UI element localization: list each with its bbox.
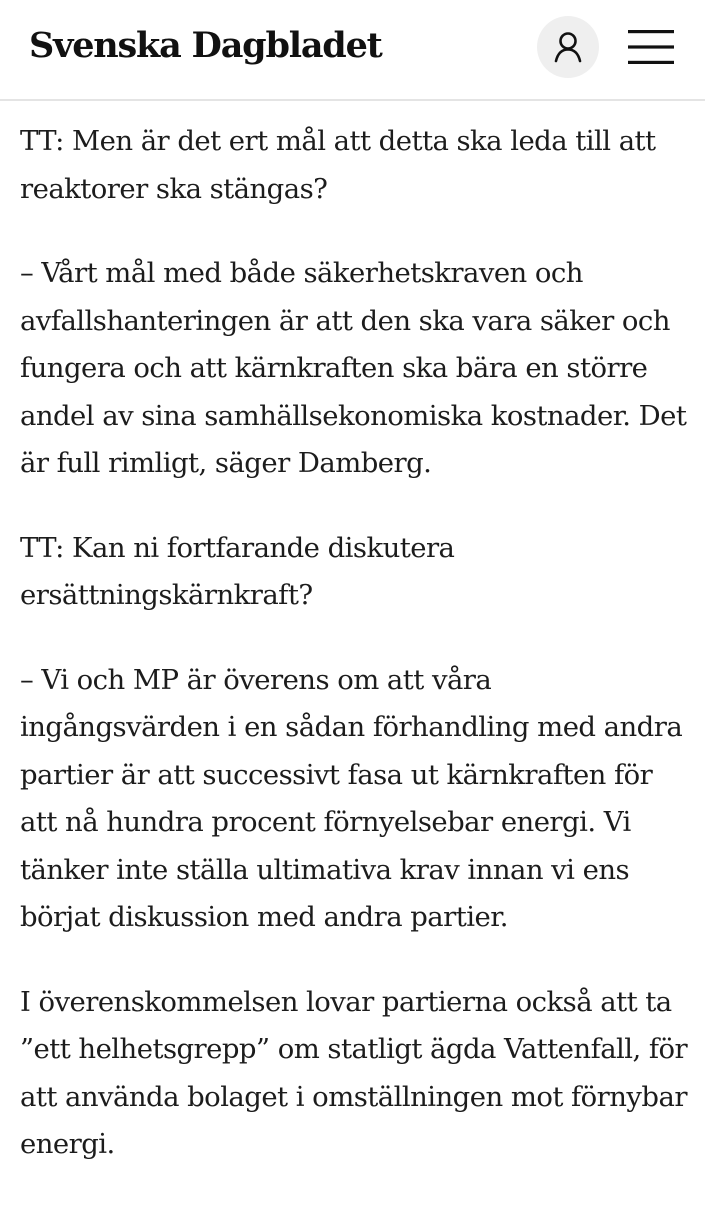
article-paragraph: – Vårt mål med både säkerhetskraven och avfallshanteringen är att den ska vara säker och fungera och att kärnkraften ska bära en större andel av sina samhällsekonomiska kostnader. Det är full rimligt, säger Damberg. [20,257,687,479]
article-paragraph: I överenskommelsen lovar partierna också att ta ”ett helhetsgrepp” om statligt ägda Vattenfall, för att använda bolaget i omställningen mot förnybar energi. [20,985,688,1160]
article-paragraph: TT: Kan ni fortfarande diskutera ersättningskärnkraft? [20,531,455,611]
account-button[interactable] [537,16,599,78]
user-icon [553,31,583,63]
article-paragraph: – Vi och MP är överens om att våra ingångsvärden i en sådan förhandling med andra partier är att successivt fasa ut kärnkraften för att nå hundra procent förnyelsebar energi. Vi tänker inte ställa ultimativa krav innan vi ens börjat diskussion med andra partier. [20,663,683,933]
article-paragraph: TT: Men är det ert mål att detta ska leda till att reaktorer ska stängas? [20,125,656,205]
hamburger-menu-icon [626,27,676,67]
site-logo[interactable]: Svenska Dagbladet [29,25,382,66]
site-header [0,0,705,101]
menu-button[interactable] [626,27,676,67]
article-body [20,118,692,1206]
